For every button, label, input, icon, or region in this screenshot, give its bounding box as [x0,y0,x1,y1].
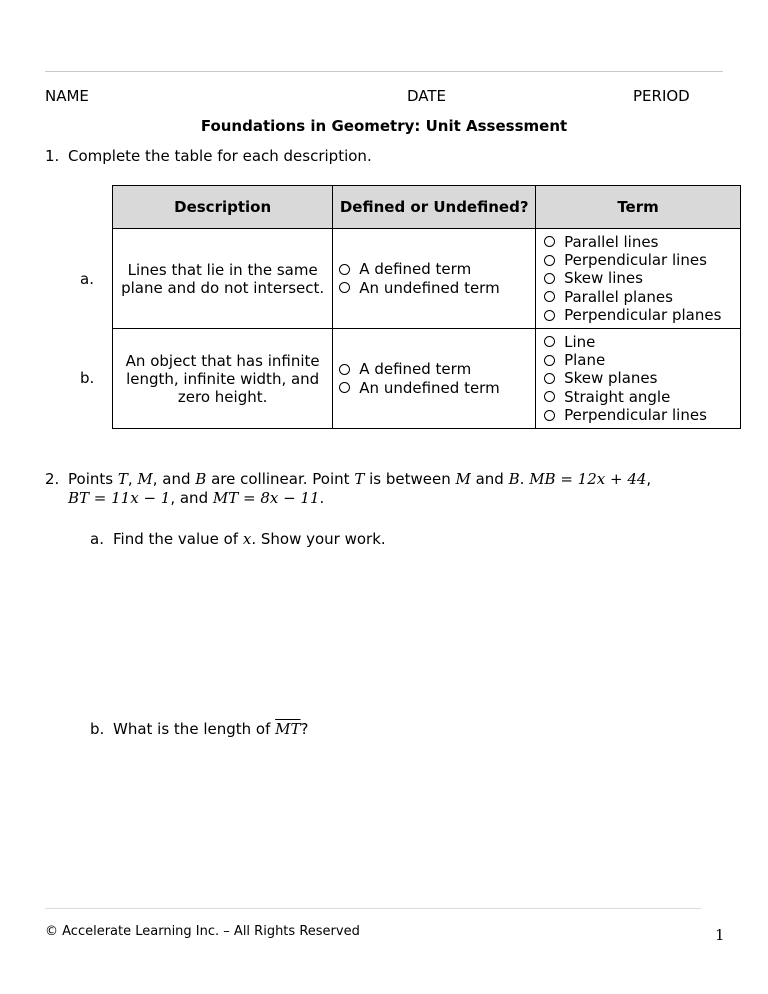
radio-circle-icon[interactable] [339,282,350,293]
radio-option[interactable]: Perpendicular lines [544,251,740,269]
radio-option[interactable]: Parallel lines [544,233,740,251]
part-a-prompt: Find the value of x. Show your work. [113,530,386,548]
row-a-label: a. [80,270,94,288]
header-defined: Defined or Undefined? [333,186,536,229]
radio-option[interactable]: A defined term [339,360,535,378]
radio-option[interactable]: Parallel planes [544,288,740,306]
equation-mt: MT = 8x − 11 [212,489,320,507]
radio-option[interactable]: Plane [544,351,740,369]
radio-option[interactable]: An undefined term [339,379,535,397]
row-b-defined-options [333,329,536,429]
radio-circle-icon[interactable] [544,236,555,247]
period-label: PERIOD [633,87,690,105]
radio-circle-icon[interactable] [544,336,555,347]
radio-circle-icon[interactable] [544,310,555,321]
question-1-number: 1. [45,147,60,165]
radio-circle-icon[interactable] [544,410,555,421]
radio-option[interactable]: Line [544,333,740,351]
name-label: NAME [45,87,89,105]
footer-divider [45,908,701,909]
terms-table [112,185,741,429]
radio-option[interactable]: Skew lines [544,269,740,287]
row-a-description: Lines that lie in the same plane and do not intersect. [113,229,333,329]
radio-circle-icon[interactable] [544,291,555,302]
question-1-prompt: Complete the table for each description. [68,147,372,165]
page-number: 1 [715,926,725,944]
header-description: Description [113,186,333,229]
header-term: Term [536,186,741,229]
table-row [113,329,741,429]
part-b-label: b. [90,720,105,738]
part-a-label: a. [90,530,104,548]
radio-option[interactable]: A defined term [339,260,535,278]
segment-mt: $\overline{MT}$ [275,720,301,738]
radio-option[interactable]: An undefined term [339,279,535,297]
equation-mb: MB = 12x + 44 [529,470,647,488]
radio-option[interactable]: Perpendicular lines [544,406,740,424]
page-title: Foundations in Geometry: Unit Assessment [200,117,568,135]
copyright-notice: © Accelerate Learning Inc. – All Rights Reserved [45,924,360,939]
equation-bt: BT = 11x − 1 [68,489,171,507]
part-b-prompt: What is the length of $\overline{MT}$? [113,720,309,738]
radio-circle-icon[interactable] [339,364,350,375]
radio-circle-icon[interactable] [544,355,555,366]
radio-circle-icon[interactable] [544,373,555,384]
row-a-term-options [536,229,741,329]
top-divider [45,71,723,72]
radio-option[interactable]: Perpendicular planes [544,306,740,324]
question-2-number: 2. [45,470,60,488]
row-a-defined-options [333,229,536,329]
table-row [113,229,741,329]
radio-circle-icon[interactable] [339,382,350,393]
radio-circle-icon[interactable] [544,273,555,284]
row-b-label: b. [80,369,95,387]
question-2-line-2: BT = 11x − 1, and MT = 8x − 11. [68,489,325,507]
row-b-description: An object that has infinite length, infinite width, and zero height. [113,329,333,429]
radio-circle-icon[interactable] [339,264,350,275]
question-2-line-1: Points T, M, and B are collinear. Point T is between M and B. MB = 12x + 44, [68,470,652,488]
radio-option[interactable]: Straight angle [544,388,740,406]
radio-option[interactable]: Skew planes [544,369,740,387]
date-label: DATE [407,87,447,105]
radio-circle-icon[interactable] [544,391,555,402]
radio-circle-icon[interactable] [544,255,555,266]
row-b-term-options [536,329,741,429]
table-header-row [113,186,741,229]
